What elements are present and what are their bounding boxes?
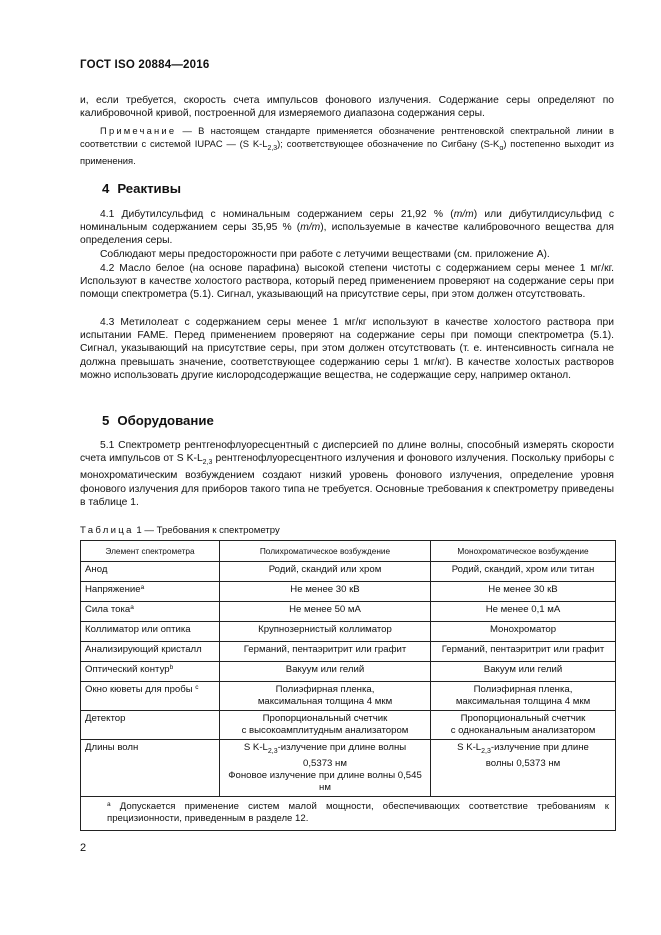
paragraph-4-3: 4.3 Метилолеат с содержанием серы менее 1 мг/кг используют в качестве холостого раствора при испытании FAME. Перед применением проверяют на содержание серы при помощи спектрометра (5.1). Сигнал, указывающий на присутствие серы, при этом должен отсутствовать (т. е. интенсивность сигнала не должна превышать значение, соответствующее содержанию серы 1 мг/кг). В качестве холостых растворов можно использовать другие кислородсодержащие вещества, не содержащие серу, например октанол.: [80, 317, 614, 381]
paragraph-4-2: 4.2 Масло белое (на основе парафина) высокой степени чистоты с содержанием серы менее 1 мг/кг. Используют в качестве холостого раствора, который перед применением проверяют на содержание серы при помощи спектрометра (5.1). Сигнал, указывающий на присутствие серы, при этом должен отсутствовать.: [80, 263, 614, 301]
section-5-heading: 5 Оборудование: [102, 413, 214, 428]
table-header-row: [81, 541, 616, 562]
table-row: Напряжение$^a$ Не менее 30 кВ Не менее 30 кВ: [81, 582, 616, 602]
header-element: Элемент спектрометра: [81, 541, 220, 562]
table-footnote-row: [81, 796, 616, 830]
table-row: Оптический контур$^b$ Вакуум или гелий Вакуум или гелий: [81, 662, 616, 682]
paragraph-5-1: 5.1 Спектрометр рентгенофлуоресцентный с дисперсией по длине волны, способный измерять скорости счета импульсов от S $K-L_{2,3}$ рентгенофлуоресцентного излучения и фонового излучения. Поскольку приборы с монохроматическим возбуждением создают низкий уровень фонового излучения, определение уровня фонового излучения для приборов такого типа не требуется. Основные требования к спектрометру приведены в таблице 1.: [80, 440, 614, 508]
table-caption: Таблица 1 — Требования к спектрометру: [80, 525, 280, 536]
paragraph-4-1-precautions: Соблюдают меры предосторожности при работе с летучими веществами (см. приложение А).: [100, 249, 550, 260]
page-number: 2: [80, 842, 87, 854]
intro-paragraph: и, если требуется, скорость счета импульсов фонового излучения. Содержание серы определяют по калибровочной кривой, построенной для измеряемого диапазона содержания серы.: [80, 95, 614, 120]
table-row: Окно кюветы для пробы $^c$ Полиэфирная пленка, максимальная толщина 4 мкм Полиэфирная пленка, максимальная толщина 4 мкм: [81, 682, 616, 711]
table-row: Анод Родий, скандий или хром Родий, скандий, хром или титан: [81, 562, 616, 582]
header-polychromatic: Полихроматическое возбуждение: [220, 541, 431, 562]
section-4-heading: 4 Реактивы: [102, 181, 182, 196]
note-label: Примечание: [100, 125, 177, 136]
note-paragraph: Примечание — В настоящем стандарте применяется обозначение рентгеновской спектральной линии в соответствии с системой IUPAC — (S $K-L_{2,3}$); соответствующее обозначение по Сигбану $(S-K_\alpha)$ постепенно выходит из применения.: [80, 125, 614, 166]
spectrometer-requirements-table: [80, 540, 616, 831]
table-row: Сила тока$^a$ Не менее 50 мА Не менее 0,1 мА: [81, 602, 616, 622]
table-row: Детектор Пропорциональный счетчик с высокоамплитудным анализатором Пропорциональный счетчик с одноканальным анализатором: [81, 711, 616, 740]
paragraph-4-1: 4.1 Дибутилсульфид с номинальным содержанием серы 21,92 % (m/m) или дибутилдисульфид с номинальным содержанием серы 35,95 % (m/m), используемые в качестве калибровочного вещества для определения серы.: [80, 209, 614, 247]
header-monochromatic: Монохроматическое возбуждение: [431, 541, 616, 562]
table-footnote: $^a$ Допускается применение систем малой мощности, обеспечивающих соответствие требованиям к прецизионности, приведенным в разделе 12.: [81, 796, 616, 830]
table-row: Коллиматор или оптика Крупнозернистый коллиматор Монохроматор: [81, 622, 616, 642]
table-row: Анализирующий кристалл Германий, пентаэритрит или графит Германий, пентаэритрит или графит: [81, 642, 616, 662]
standard-header: ГОСТ ISO 20884—2016: [80, 59, 210, 71]
table-row: Длины волн S $K-L_{2,3}$-излучение при длине волны 0,5373 нм Фоновое излучение при длине волны 0,545 нм S $K-L_{2,3}$-излучение при длине волны 0,5373 нм: [81, 740, 616, 797]
